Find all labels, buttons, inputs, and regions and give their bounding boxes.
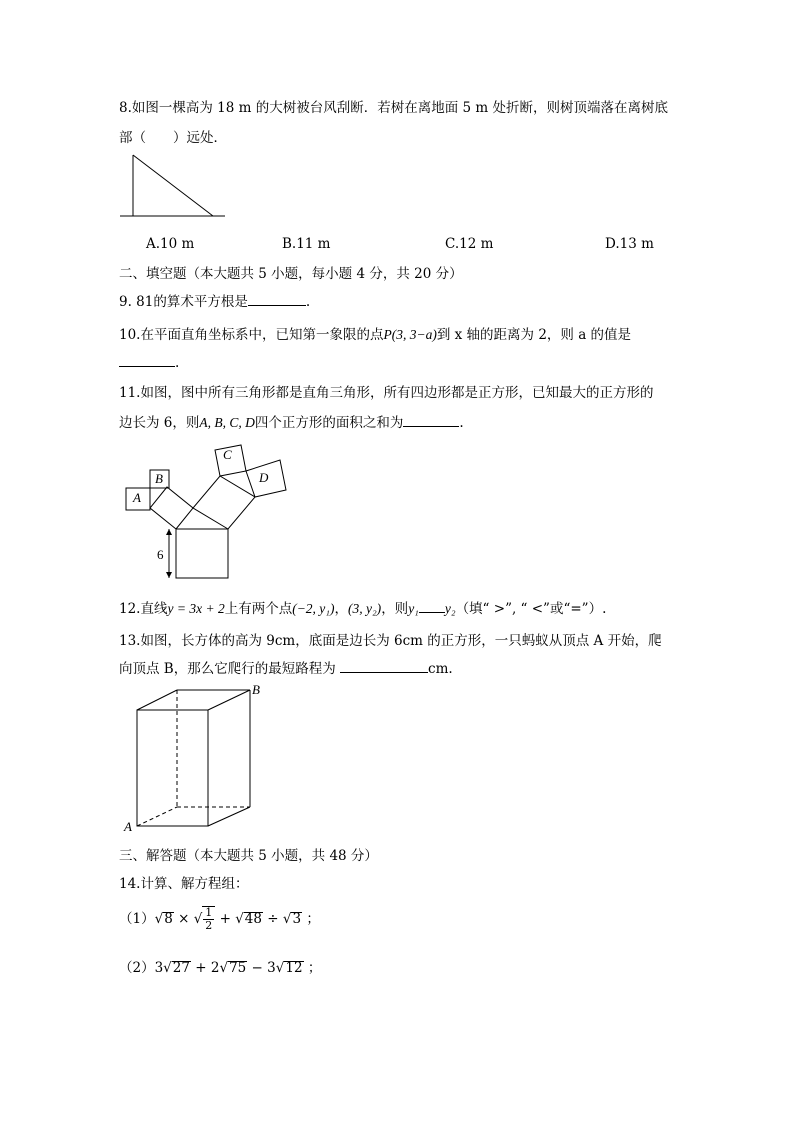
- q10-suffix: 到 x 轴的距离为 2，则 a 的值是: [436, 327, 632, 343]
- q10-line2: [119, 354, 179, 371]
- q13-line1: 13.如图，长方体的高为 9cm，底面是边长为 6cm 的正方形，一只蚂蚁从顶点 A 开始，爬: [119, 633, 662, 649]
- q11-answer-blank: [403, 414, 459, 427]
- sqrt-8: 8: [164, 911, 173, 927]
- q14-part1-label: （1）: [119, 911, 155, 927]
- q10-prefix: 10.在平面直角坐标系中，已知第一象限的点: [119, 327, 384, 343]
- q14-part2-label: （2）: [119, 960, 155, 976]
- sqrt-48: 48: [244, 911, 262, 927]
- q9-line: [119, 290, 310, 310]
- q9-end: .: [305, 294, 311, 310]
- q11-suffix: 四个正方形的面积之和为: [254, 415, 404, 431]
- q9-text: 9. 81的算术平方根是: [119, 294, 248, 310]
- label-b: B: [252, 682, 260, 697]
- q12-mid: 上有两个点: [224, 601, 293, 617]
- pythagoras-tree-figure: [120, 438, 295, 586]
- label-b: B: [155, 471, 163, 486]
- cuboid-figure: [118, 680, 278, 835]
- q12-y2: y₂: [444, 601, 456, 616]
- q8-line2: 部（ ）远处．: [119, 130, 227, 146]
- q11-prefix: 边长为 6，则: [119, 415, 200, 431]
- q9-answer-blank: [248, 293, 306, 306]
- q8-option-a: A.10 m: [146, 236, 195, 252]
- q12-equation: y = 3x + 2: [167, 601, 225, 616]
- q8-option-b: B.11 m: [282, 236, 331, 252]
- q14-part2: （2）3√27 + 2√75 − 3√12 ；: [119, 960, 322, 976]
- q12-ask: ，则: [381, 601, 409, 617]
- broken-tree-figure: [115, 150, 230, 222]
- sqrt-12: 12: [285, 960, 303, 976]
- q13-answer-blank: [340, 660, 428, 673]
- fraction-numerator: 1: [205, 905, 213, 919]
- q8-option-d: D.13 m: [605, 236, 654, 252]
- q11-line1: 11.如图，图中所有三角形都是直角三角形，所有四边形都是正方形，已知最大的正方形的: [119, 385, 654, 401]
- q12-point2: (3, y₂): [348, 601, 382, 616]
- q10-point: P(3, 3−a): [383, 327, 437, 342]
- q10-answer-blank: [119, 354, 175, 367]
- q11-vars: A, B, C, D: [199, 415, 255, 430]
- sqrt-3: 3: [292, 911, 302, 927]
- q11-line2: [119, 411, 464, 431]
- q12-point1: (−2, y₁): [292, 601, 335, 616]
- sqrt-75: 75: [229, 960, 247, 976]
- q10-line1: [119, 323, 631, 343]
- label-a: A: [124, 819, 132, 834]
- label-d: D: [259, 470, 269, 485]
- q12-prefix: 12.直线: [119, 601, 168, 617]
- sqrt-27: 27: [172, 960, 190, 976]
- fraction-denominator: 2: [205, 919, 213, 932]
- q13-line2: [119, 657, 453, 677]
- q13-unit: cm.: [428, 661, 453, 677]
- q8-line1: 8.如图一棵高为 18 m 的大树被台风刮断．若树在离地面 5 m 处折断，则树顶端落在离树底: [119, 100, 668, 116]
- q12-hint: （填“ >”, “ <”或“=”）.: [455, 601, 607, 617]
- section2-heading: 二、填空题（本大题共 5 小题，每小题 4 分，共 20 分）: [119, 266, 463, 282]
- q13-prefix: 向顶点 B，那么它爬行的最短路程为: [119, 661, 336, 677]
- q12-answer-blank: [419, 600, 445, 613]
- q12-y1: y₁: [408, 601, 419, 616]
- q12-line: 12.直线y = 3x + 2上有两个点(−2, y₁)，(3, y₂)，则y₁ y₂（填“ >”, “ <”或“=”）.: [119, 601, 607, 617]
- q14-title: 14.计算、解方程组：: [119, 876, 249, 892]
- q14-part1: （1）√8 × √ $\frac{1}{2}$ + √48 ÷ √3 ；: [119, 905, 320, 932]
- q8-option-c: C.12 m: [445, 236, 494, 252]
- label-a: A: [133, 490, 141, 505]
- fraction-one-half: [203, 907, 214, 932]
- q11-end: .: [459, 415, 464, 431]
- q10-end: .: [175, 355, 180, 371]
- section3-heading: 三、解答题（本大题共 5 小题，共 48 分）: [119, 848, 378, 864]
- label-side-6: 6: [157, 547, 164, 562]
- label-c: C: [223, 447, 232, 462]
